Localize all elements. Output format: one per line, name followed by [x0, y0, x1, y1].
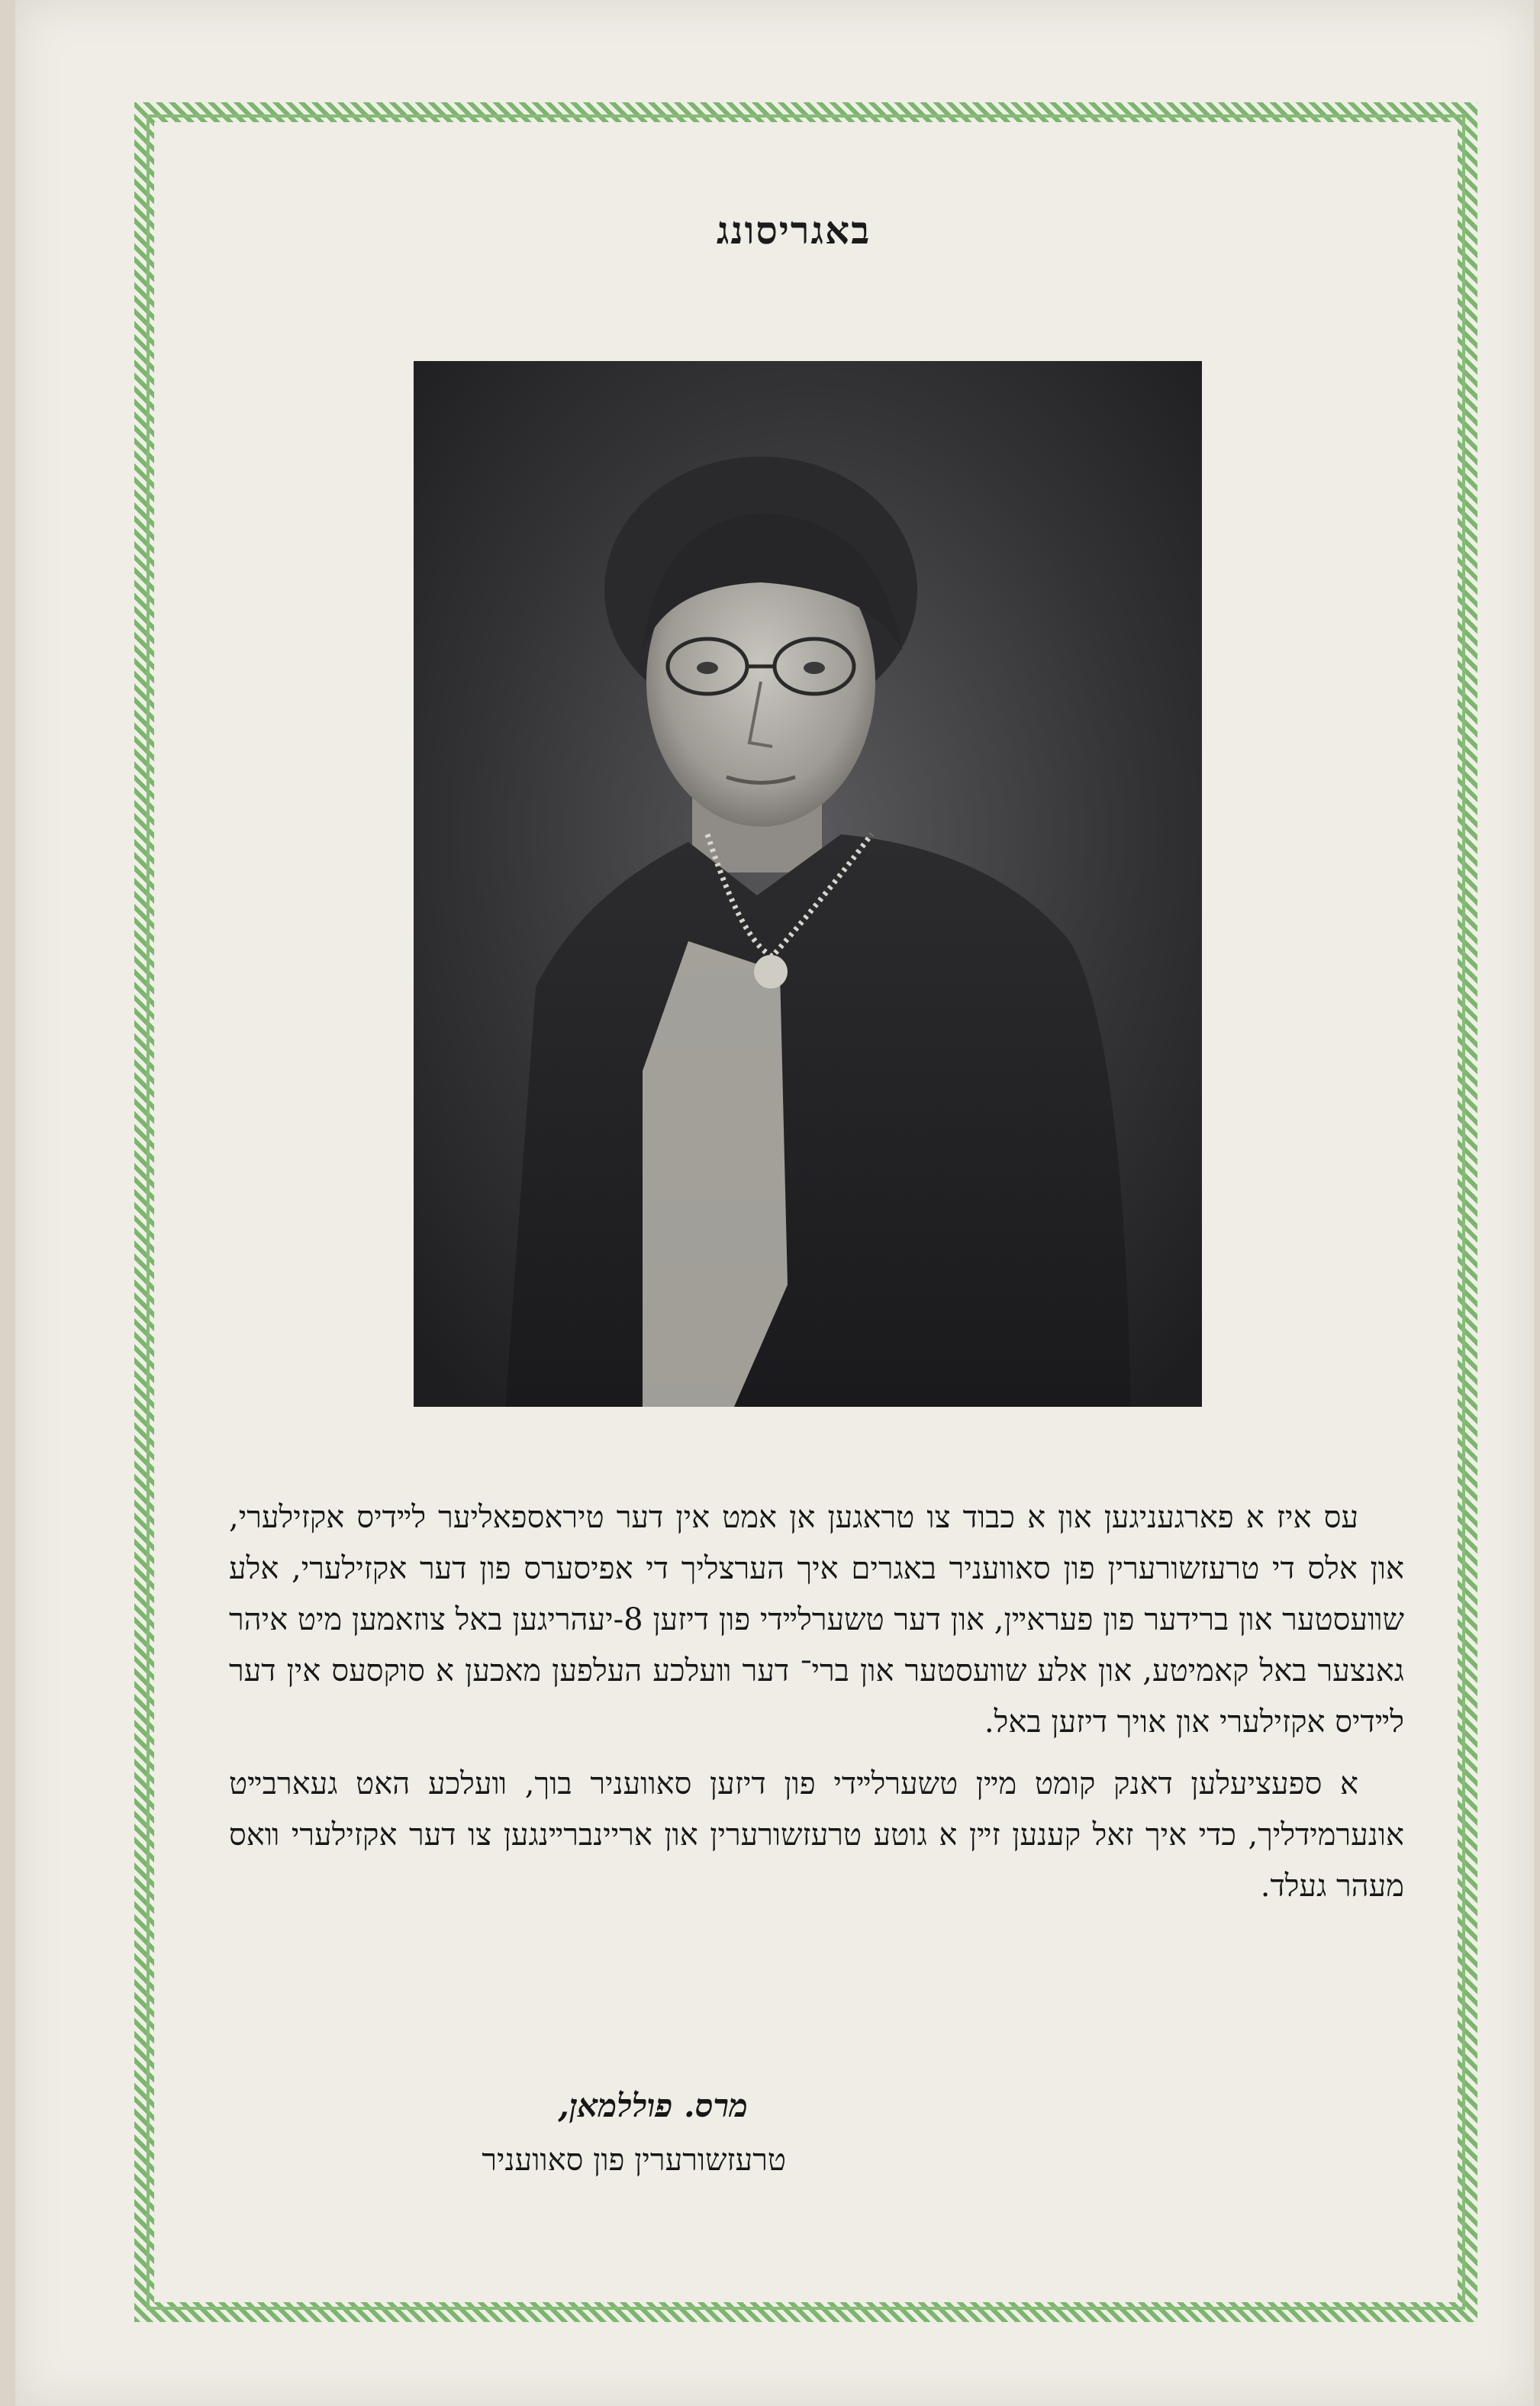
- body-text: [229, 1492, 1404, 1912]
- portrait-photo: [414, 361, 1202, 1407]
- signature-name: מרס. פוללמאן,: [558, 2087, 748, 2124]
- paragraph: עס איז א פארגעניגען און א כבוד צו טראגען אן אמט אין דער טיראספאליער לײדיס אקזילערי, און אלס די טרעזשורערין פון סאוועניר באגרים איך הערצליך די אפיסערס פון דער אקזילערי, אלע שװעסטער און ברידער פון פעראײן, און דער טשערלײדי פון דיזען 8-יעהריגען באל צוזאמען מיט איהר גאנצער באל קאמיטע, און אלע שװעסטער און ברי־ דער װעלכע העלפען מאכען א סוקסעס אין דער לײדיס אקזילערי און אויך דיזען באל.: [229, 1500, 1404, 1740]
- portrait-illustration: [414, 361, 1202, 1407]
- signature-role: טרעזשורערין פון סאוועניר: [482, 2143, 786, 2178]
- page-title: באגריסונג: [716, 208, 871, 253]
- paragraph: א ספעציעלען דאנק קומט מײן טשערלײדי פון דיזען סאוועניר בוך, װעלכע האט געארבײט אונערמידליך, כדי איך זאל קענען זײן א גוטע טרעזשורערין און אריינברײנגען צו דער אקזילערי װאס מעהר געלד.: [229, 1766, 1405, 1904]
